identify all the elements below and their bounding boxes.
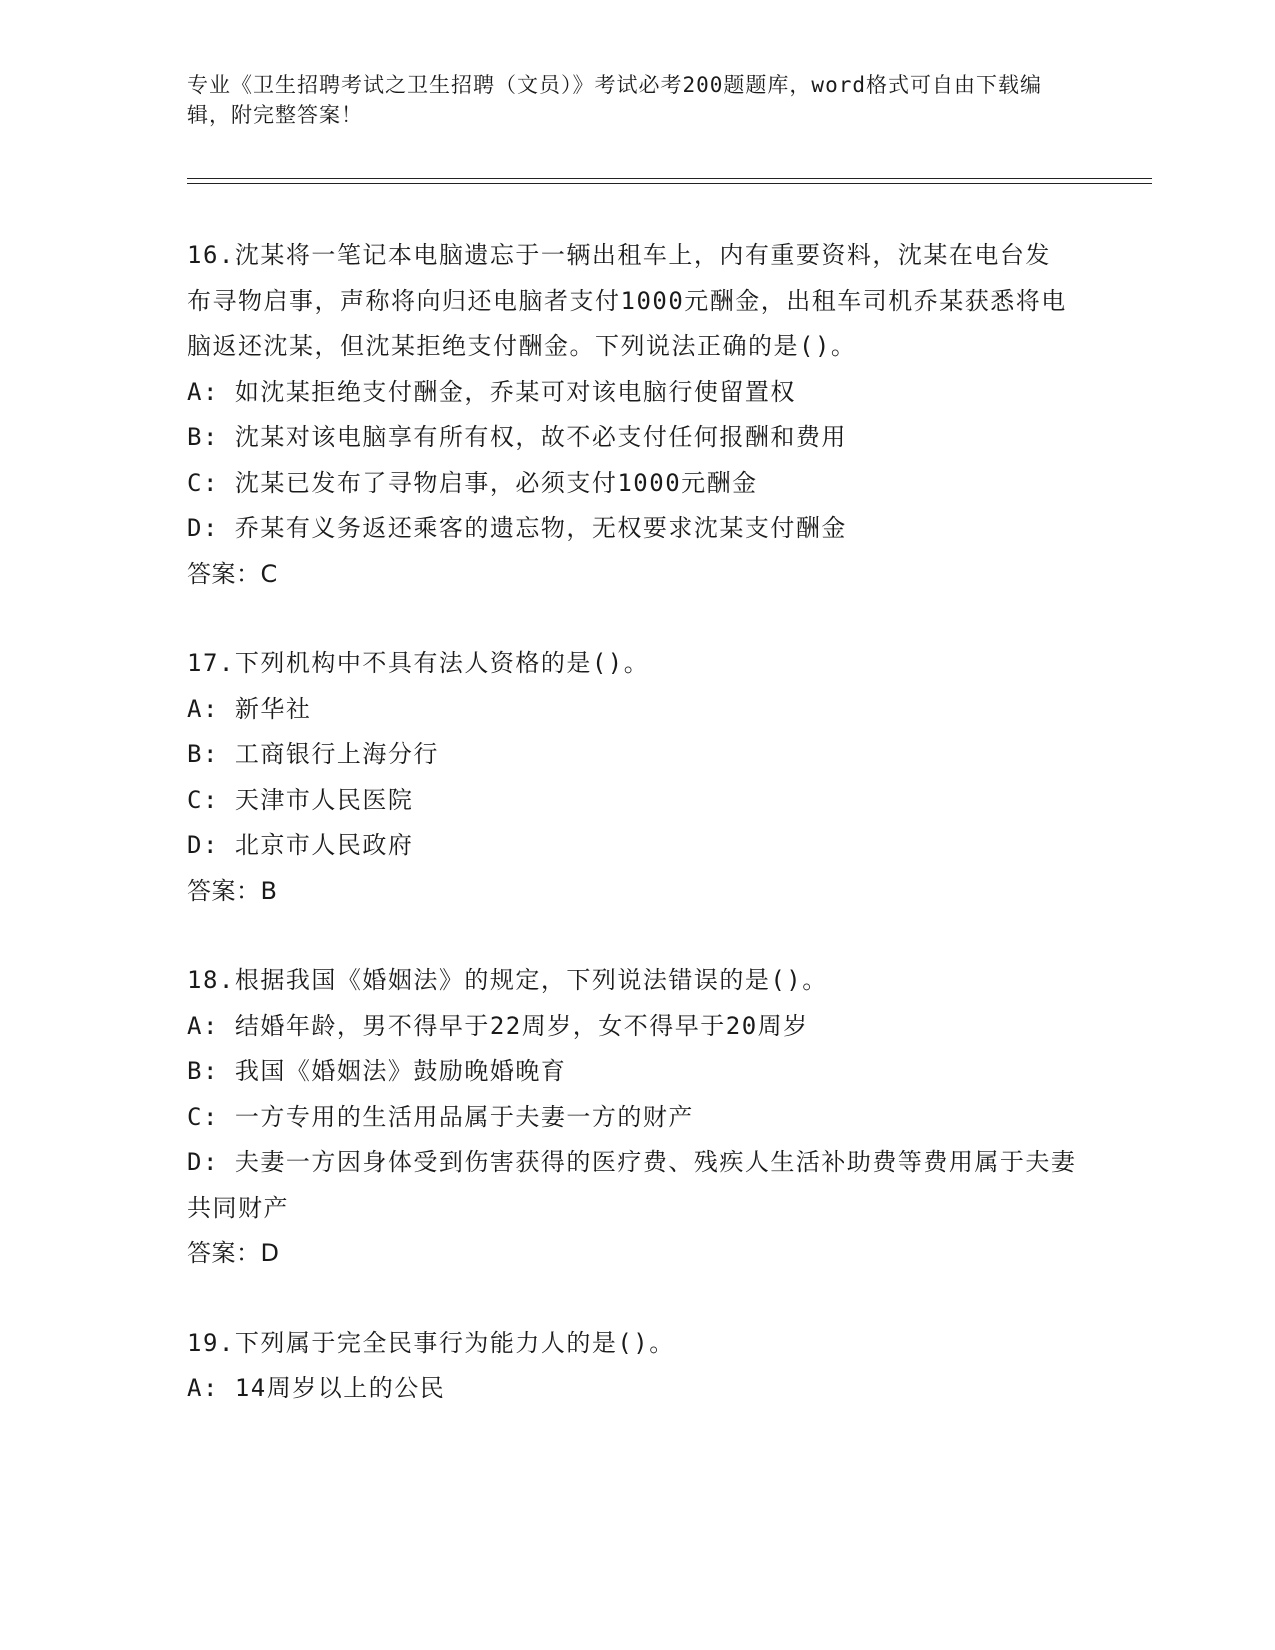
- option-a: A: 结婚年龄，男不得早于22周岁，女不得早于20周岁: [187, 1011, 809, 1040]
- question-stem: 17.下列机构中不具有法人资格的是()。: [187, 649, 650, 677]
- question-stem: 16.沈某将一笔记本电脑遗忘于一辆出租车上，内有重要资料，沈某在电台发布寻物启事，声称将向归还电脑者支付1000元酬金，出租车司机乔某获悉将电脑返还沈某，但沈某拒绝支付酬金。下列说法正确的是()。: [187, 241, 1067, 360]
- header-divider-bottom: [187, 183, 1152, 184]
- answer-label: 答案：D: [187, 1239, 280, 1267]
- document-header: 专业《卫生招聘考试之卫生招聘（文员）》考试必考200题题库，word格式可自由下载编辑，附完整答案！: [187, 73, 1042, 127]
- option-a: A: 如沈某拒绝支付酬金，乔某可对该电脑行使留置权: [187, 377, 796, 406]
- question-18: [187, 958, 1087, 1277]
- option-b: B: 沈某对该电脑享有所有权，故不必支付任何报酬和费用: [187, 423, 847, 451]
- option-c: C: 沈某已发布了寻物启事，必须支付1000元酬金: [187, 468, 758, 497]
- option-b: B: 我国《婚姻法》鼓励晚婚晚育: [187, 1057, 567, 1085]
- option-c: C: 天津市人民医院: [187, 785, 414, 814]
- question-stem: 19.下列属于完全民事行为能力人的是()。: [187, 1328, 675, 1357]
- question-19: [187, 1321, 1087, 1412]
- option-a: A: 新华社: [187, 694, 312, 723]
- option-d: D: 北京市人民政府: [187, 831, 414, 859]
- question-list: [187, 233, 1087, 1456]
- option-d: D: 夫妻一方因身体受到伤害获得的医疗费、残疾人生活补助费等费用属于夫妻共同财产: [187, 1148, 1077, 1222]
- header-divider-top: [187, 178, 1152, 179]
- question-stem: 18.根据我国《婚姻法》的规定，下列说法错误的是()。: [187, 966, 828, 994]
- option-d: D: 乔某有义务返还乘客的遗忘物，无权要求沈某支付酬金: [187, 514, 847, 542]
- question-17: [187, 641, 1087, 914]
- option-b: B: 工商银行上海分行: [187, 740, 439, 768]
- option-c: C: 一方专用的生活用品属于夫妻一方的财产: [187, 1102, 694, 1131]
- option-a: A: 14周岁以上的公民: [187, 1374, 446, 1402]
- answer-label: 答案：C: [187, 559, 278, 588]
- answer-label: 答案：B: [187, 876, 278, 905]
- question-16: [187, 233, 1087, 597]
